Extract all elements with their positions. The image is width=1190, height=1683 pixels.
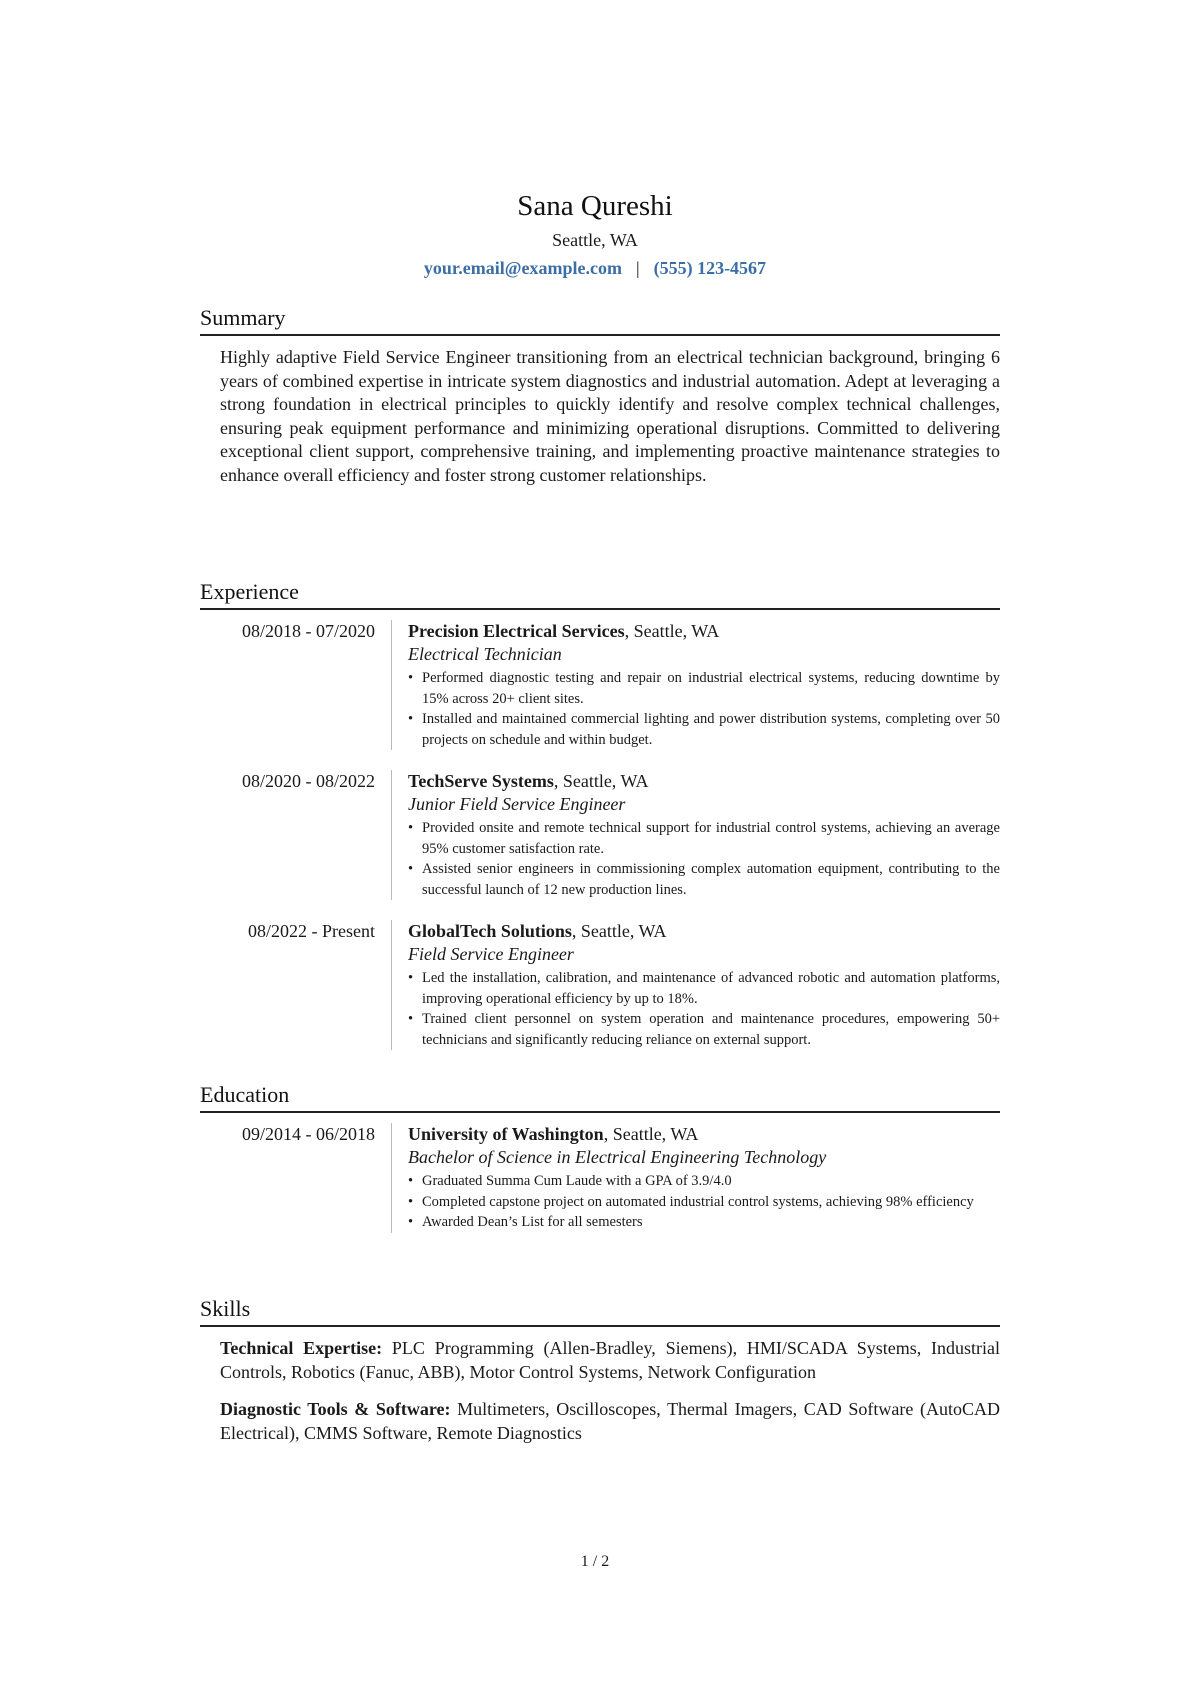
summary-text: Highly adaptive Field Service Engineer transitioning from an electrical technician background, bringing 6 years of combined expertise in intricate system diagnostics and industrial automation. Adept at leveraging a strong foundation in electrical principles to quickly identify and resolve complex technical challenges, ensuring peak equipment performance and minimizing operational disruptions. Committed to delivering exceptional client support, comprehensive training, and implementing proactive maintenance strategies to enhance overall efficiency and foster strong customer relationships. (220, 347, 1000, 485)
entry-dates: 08/2018 - 07/2020 (242, 621, 375, 641)
job-title: Field Service Engineer (408, 944, 574, 964)
company-name: Precision Electrical Services (408, 621, 625, 641)
section-divider (200, 1111, 1000, 1113)
entry-org (408, 770, 1000, 793)
bullet-list (408, 968, 1000, 1050)
school-location: , Seattle, WA (603, 1124, 699, 1144)
bullet-item: • Completed capstone project on automated industrial control systems, achieving 98% efficiency (408, 1192, 1000, 1213)
section-divider (200, 334, 1000, 336)
entry-body (391, 770, 1000, 900)
section-divider (200, 1325, 1000, 1327)
skill-label: Diagnostic Tools & Software: (220, 1399, 451, 1419)
resume-header (0, 188, 1190, 280)
education-section (200, 1081, 1000, 1233)
experience-entry (200, 920, 1000, 1050)
skill-group (220, 1337, 1000, 1384)
phone-link[interactable]: (555) 123-4567 (653, 258, 767, 278)
candidate-location: Seattle, WA (552, 230, 638, 250)
job-title: Electrical Technician (408, 644, 562, 664)
bullet-item: • Led the installation, calibration, and maintenance of advanced robotic and automation platforms, improving operational efficiency by up to 18%. (408, 968, 1000, 1009)
school-name: University of Washington (408, 1124, 604, 1144)
bullet-item: • Graduated Summa Cum Laude with a GPA of 3.9/4.0 (408, 1171, 1000, 1192)
entry-dates: 08/2022 - Present (248, 921, 375, 941)
section-title-experience: Experience (200, 579, 299, 604)
entry-dates: 08/2020 - 08/2022 (242, 771, 375, 791)
bullet-item: • Awarded Dean’s List for all semesters (408, 1212, 1000, 1233)
entry-org (408, 620, 1000, 643)
candidate-name: Sana Qureshi (517, 190, 673, 222)
summary-section (200, 304, 1000, 487)
entry-org (408, 1123, 1000, 1146)
company-location: , Seattle, WA (624, 621, 720, 641)
bullet-item: • Trained client personnel on system operation and maintenance procedures, empowering 50+ technicians and significantly reducing reliance on external support. (408, 1009, 1000, 1050)
section-title-summary: Summary (200, 305, 286, 330)
bullet-item: • Installed and maintained commercial lighting and power distribution systems, completing over 50 projects on schedule and within budget. (408, 709, 1000, 750)
degree-title: Bachelor of Science in Electrical Engineering Technology (408, 1147, 827, 1167)
contact-line (0, 256, 1190, 280)
education-entry (200, 1123, 1000, 1233)
contact-separator: | (635, 258, 640, 278)
entry-body (391, 1123, 1000, 1233)
entry-dates: 09/2014 - 06/2018 (242, 1124, 375, 1144)
skill-list: PLC Programming (Allen-Bradley, Siemens), HMI/SCADA Systems, Industrial Controls, Robotics (Fanuc, ABB), Motor Control Systems, Network Configuration (220, 1338, 1000, 1382)
company-name: TechServe Systems (408, 771, 554, 791)
skill-group (220, 1398, 1000, 1445)
page-number: 1 / 2 (580, 1553, 610, 1570)
experience-entry (200, 620, 1000, 750)
company-location: , Seattle, WA (571, 921, 667, 941)
section-title-education: Education (200, 1082, 290, 1107)
bullet-item: • Provided onsite and remote technical support for industrial control systems, achieving an average 95% customer satisfaction rate. (408, 818, 1000, 859)
job-title: Junior Field Service Engineer (408, 794, 626, 814)
skills-section (200, 1295, 1000, 1445)
experience-section (200, 578, 1000, 1050)
entry-body (391, 620, 1000, 750)
section-divider (200, 608, 1000, 610)
bullet-list (408, 668, 1000, 750)
entry-org (408, 920, 1000, 943)
bullet-list (408, 818, 1000, 900)
section-title-skills: Skills (200, 1296, 251, 1321)
email-link[interactable]: your.email@example.com (423, 258, 622, 278)
skill-label: Technical Expertise: (220, 1338, 383, 1358)
company-name: GlobalTech Solutions (408, 921, 572, 941)
bullet-list (408, 1171, 1000, 1233)
bullet-item: • Assisted senior engineers in commissioning complex automation equipment, contributing to the successful launch of 12 new production lines. (408, 859, 1000, 900)
experience-entry (200, 770, 1000, 900)
bullet-item: • Performed diagnostic testing and repair on industrial electrical systems, reducing downtime by 15% across 20+ client sites. (408, 668, 1000, 709)
entry-body (391, 920, 1000, 1050)
skill-list: Multimeters, Oscilloscopes, Thermal Imagers, CAD Software (AutoCAD Electrical), CMMS Software, Remote Diagnostics (220, 1399, 1000, 1443)
company-location: , Seattle, WA (553, 771, 649, 791)
